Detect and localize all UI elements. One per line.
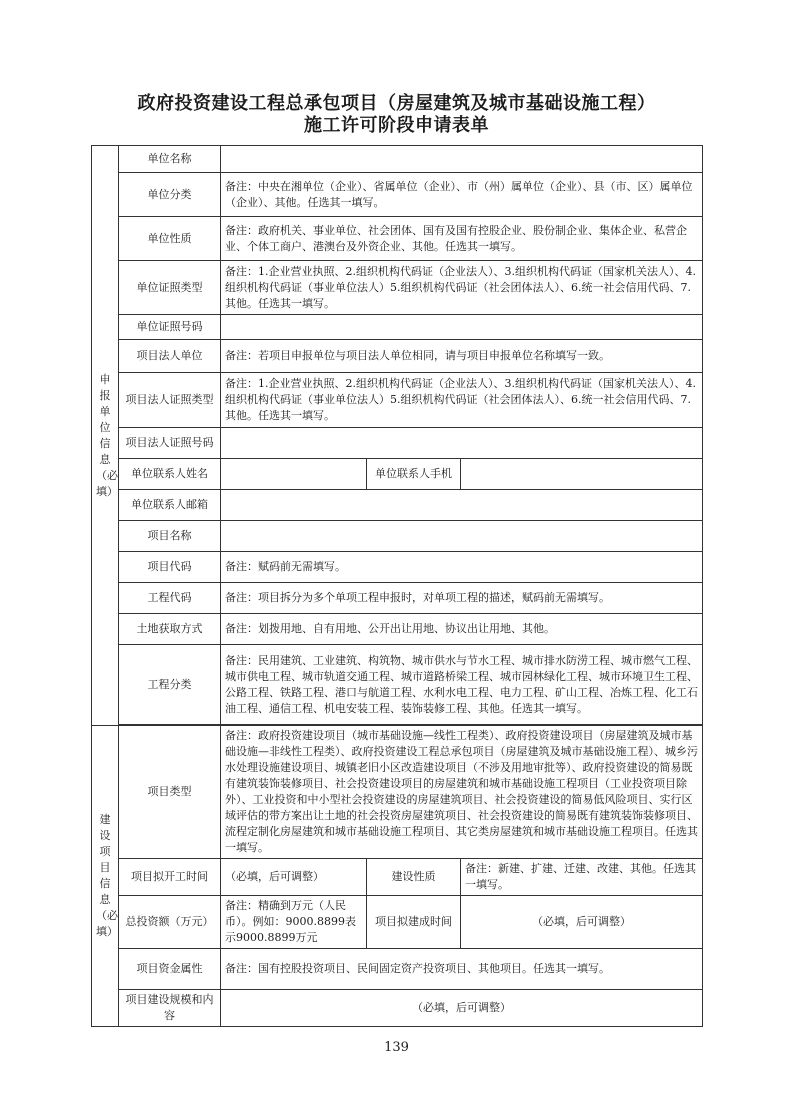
field-legal-cert-no[interactable]: [221, 428, 703, 459]
application-form-table: [91, 145, 703, 1027]
label-unit-nature: 单位性质: [119, 217, 221, 261]
section-project-info: 建 设 项 目 信 息 （必 填）: [92, 726, 119, 1027]
field-scale-content[interactable]: （必填，后可调整）: [221, 990, 703, 1027]
label-fund-attribute: 项目资金属性: [119, 949, 221, 990]
label-legal-cert-no: 项目法人证照号码: [119, 428, 221, 459]
row-project-code: [92, 552, 703, 583]
label-project-name: 项目名称: [119, 521, 221, 552]
label-contact-email: 单位联系人邮箱: [119, 490, 221, 521]
label-total-investment: 总投资额（万元）: [119, 896, 221, 949]
label-project-type: 项目类型: [119, 726, 221, 859]
label-build-nature: 建设性质: [367, 859, 461, 896]
field-project-type[interactable]: 备注：政府投资建设项目（城市基础设施—线性工程类）、政府投资建设项目（房屋建筑及城市基础设施—非线性工程类）、政府投资建设工程总承包项目（房屋建筑及城市基础设施工程）、城乡污水处理设施建设项目、城镇老旧小区改造建设项目（不涉及用地审批等）、政府投资建设的简易既有建筑装饰装修项目、社会投资建设项目的房屋建筑和城市基础设施工程项目（工业投资项目除外）、工业投资和中小型社会投资建设的房屋建筑项目、社会投资建设的简易低风险项目、实行区域评估的带方案出让土地的社会投资房屋建筑项目、社会投资建设的简易既有建筑装饰装修项目、流程定制化房屋建筑和城市基础设施工程项目、其它类房屋建筑和城市基础设施工程项目。任选其一填写。: [221, 726, 703, 859]
row-unit-name: [92, 146, 703, 173]
row-legal-cert-no: [92, 428, 703, 459]
row-engineering-category: [92, 645, 703, 725]
row-scale-content: [92, 990, 703, 1027]
row-contact: [92, 459, 703, 490]
field-land-method[interactable]: 备注：划拨用地、自有用地、公开出让用地、协议出让用地、其他。: [221, 614, 703, 645]
field-total-investment[interactable]: 备注：精确到万元（人民币）。例如：9000.8899表示9000.8899万元: [221, 896, 367, 949]
row-legal-cert-type: [92, 373, 703, 428]
row-land-method: [92, 614, 703, 645]
row-project-type: [92, 726, 703, 859]
row-contact-email: [92, 490, 703, 521]
field-unit-cert-type[interactable]: 备注：1.企业营业执照、2.组织机构代码证（企业法人）、3.组织机构代码证（国家机关法人）、4.组织机构代码证（事业单位法人）5.组织机构代码证（社会团体法人）、6.统一社会信用代码、7.其他。任选其一填写。: [221, 261, 703, 315]
field-planned-completion[interactable]: （必填，后可调整）: [461, 896, 703, 949]
row-total-investment: [92, 896, 703, 949]
row-fund-attribute: [92, 949, 703, 990]
field-legal-cert-type[interactable]: 备注：1.企业营业执照、2.组织机构代码证（企业法人）、3.组织机构代码证（国家机关法人）、4.组织机构代码证（事业单位法人）5.组织机构代码证（社会团体法人）、6.统一社会信用代码、7.其他。任选其一填写。: [221, 373, 703, 428]
field-planned-start[interactable]: （必填，后可调整）: [221, 859, 367, 896]
field-fund-attribute[interactable]: 备注：国有控股投资项目、民间固定资产投资项目、其他项目。任选其一填写。: [221, 949, 703, 990]
label-scale-content: 项目建设规模和内容: [119, 990, 221, 1027]
label-legal-unit: 项目法人单位: [119, 340, 221, 373]
label-planned-start: 项目拟开工时间: [119, 859, 221, 896]
page-number: 139: [384, 1040, 409, 1055]
row-unit-category: [92, 173, 703, 217]
field-contact-name[interactable]: [221, 459, 367, 490]
label-engineering-code: 工程代码: [119, 583, 221, 614]
label-legal-cert-type: 项目法人证照类型: [119, 373, 221, 428]
label-contact-phone: 单位联系人手机: [367, 459, 461, 490]
row-unit-cert-type: [92, 261, 703, 315]
section-applicant-info: 申 报 单 位 信 息 （必 填）: [92, 146, 119, 726]
field-build-nature[interactable]: 备注：新建、扩建、迁建、改建、其他。任选其一填写。: [461, 859, 703, 896]
field-project-name[interactable]: [221, 521, 703, 552]
field-engineering-code[interactable]: 备注：项目拆分为多个单项工程申报时，对单项工程的描述，赋码前无需填写。: [221, 583, 703, 614]
field-project-code[interactable]: 备注：赋码前无需填写。: [221, 552, 703, 583]
label-unit-name: 单位名称: [119, 146, 221, 173]
label-project-code: 项目代码: [119, 552, 221, 583]
row-project-name: [92, 521, 703, 552]
label-unit-cert-no: 单位证照号码: [119, 315, 221, 340]
field-unit-cert-no[interactable]: [221, 315, 703, 340]
form-title-line2: 施工许可阶段申请表单: [304, 115, 489, 136]
form-title-line1: 政府投资建设工程总承包项目（房屋建筑及城市基础设施工程）: [137, 93, 656, 114]
field-engineering-category[interactable]: 备注：民用建筑、工业建筑、构筑物、城市供水与节水工程、城市排水防涝工程、城市燃气工程、城市供电工程、城市轨道交通工程、城市道路桥梁工程、城市园林绿化工程、城市环境卫生工程、公路工程、铁路工程、港口与航道工程、水利水电工程、电力工程、矿山工程、冶炼工程、化工石油工程、通信工程、机电安装工程、装饰装修工程、其他。任选其一填写。: [221, 645, 703, 725]
row-unit-nature: [92, 217, 703, 261]
field-contact-phone[interactable]: [461, 459, 703, 490]
label-contact-name: 单位联系人姓名: [119, 459, 221, 490]
label-engineering-category: 工程分类: [119, 645, 221, 725]
row-engineering-code: [92, 583, 703, 614]
field-unit-nature[interactable]: 备注：政府机关、事业单位、社会团体、国有及国有控股企业、股份制企业、集体企业、私营企业、个体工商户、港澳台及外资企业、其他。任选其一填写。: [221, 217, 703, 261]
field-unit-category[interactable]: 备注：中央在湘单位（企业）、省属单位（企业）、市（州）属单位（企业）、县（市、区）属单位（企业）、其他。任选其一填写。: [221, 173, 703, 217]
row-planned-start: [92, 859, 703, 896]
label-planned-completion: 项目拟建成时间: [367, 896, 461, 949]
label-land-method: 土地获取方式: [119, 614, 221, 645]
row-legal-unit: [92, 340, 703, 373]
field-contact-email[interactable]: [221, 490, 703, 521]
label-unit-cert-type: 单位证照类型: [119, 261, 221, 315]
label-unit-category: 单位分类: [119, 173, 221, 217]
row-unit-cert-no: [92, 315, 703, 340]
field-unit-name[interactable]: [221, 146, 703, 173]
field-legal-unit[interactable]: 备注：若项目申报单位与项目法人单位相同，请与项目申报单位名称填写一致。: [221, 340, 703, 373]
